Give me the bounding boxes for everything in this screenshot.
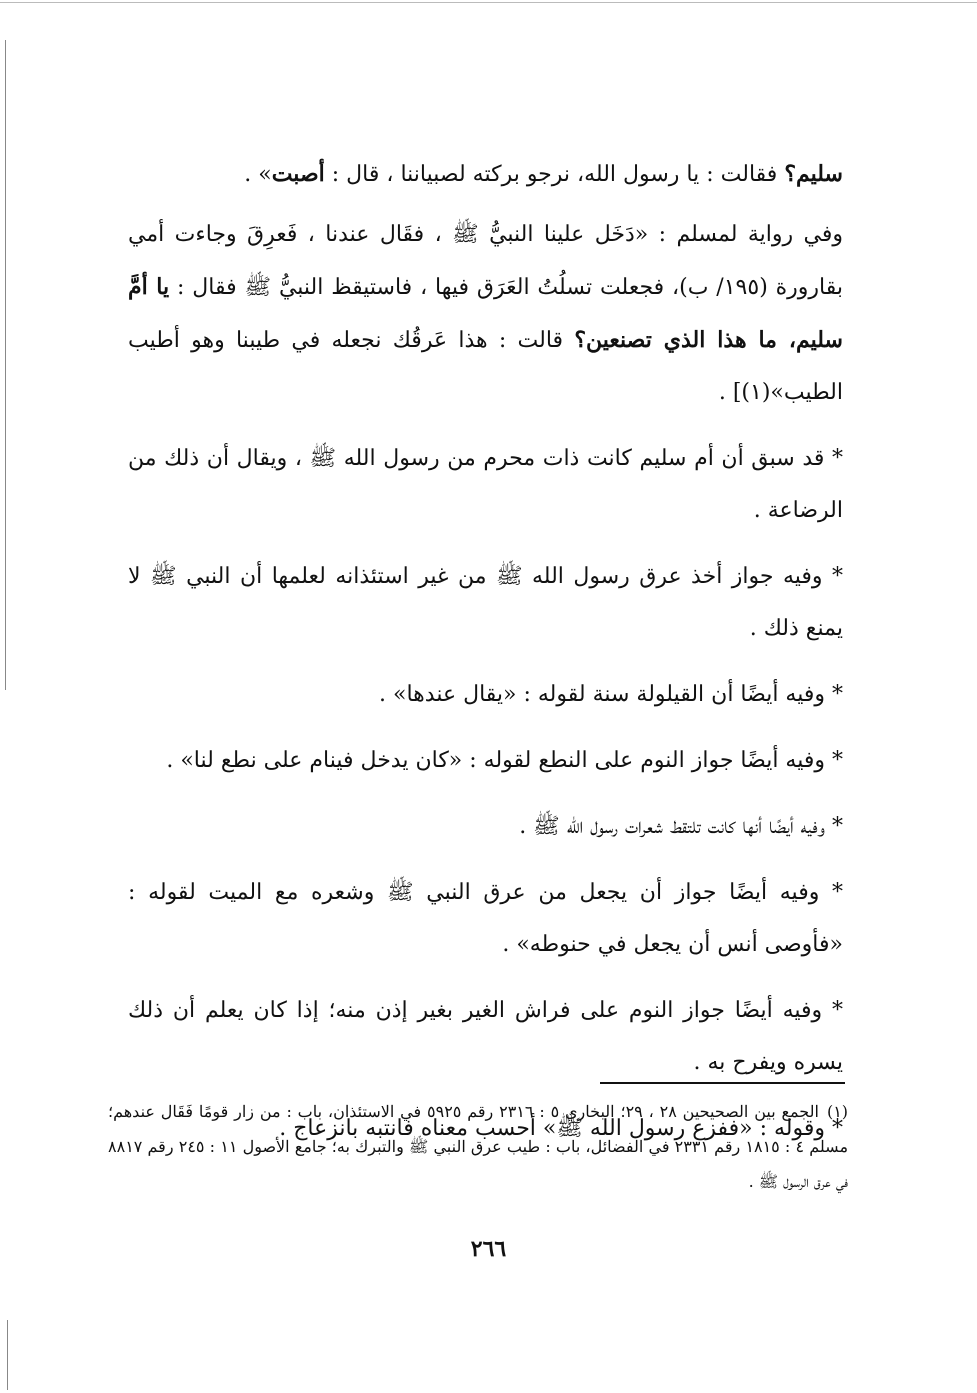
paragraph-1-bold-start: سليم؟	[784, 161, 843, 187]
paragraph-9: * وفيه أيضًا جواز النوم على فراش الغير بغير إذن منه؛ إذا كان يعلم أن ذلك يسره ويفرح به .	[128, 998, 843, 1075]
paragraph-8: * وفيه أيضًا جواز أن يجعل من عرق النبي ﷺ وشعره مع الميت لقوله : «فأوصى أنس أن يجعل في حنوطه» .	[128, 880, 843, 957]
paragraph-1-bold-word: أصبت	[271, 161, 325, 187]
footnote-number: (١)	[826, 1102, 849, 1121]
paragraph-7: * وفيه أيضًا أنها كانت تلتقط شعرات رسول الله ﷺ .	[519, 814, 843, 839]
paragraph-6: * وفيه أيضًا جواز النوم على النطع لقوله : «كان يدخل فينام على نطع لنا» .	[166, 748, 843, 773]
scan-bottom-edge	[7, 1320, 8, 1390]
paragraph-1	[128, 148, 843, 201]
main-text	[128, 148, 843, 1169]
page-number: ٢٦٦	[470, 1236, 507, 1262]
paragraph-4: * وفيه جواز أخذ عرق رسول الله ﷺ من غير استئذانه لعلمها أن النبي ﷺ لا يمنع ذلك .	[128, 564, 843, 641]
scan-left-edge	[5, 40, 6, 690]
paragraph-2-bold-quote: يا أمَّ سليم، ما هذا الذي تصنعين؟	[128, 274, 843, 353]
paragraph-10: * وقوله : «ففزع رسول الله ﷺ» أحسب معناه فانتبه بانزعاج .	[279, 1116, 843, 1141]
paragraph-2-text: وفي رواية لمسلم : «دَخَل علينا النبيُّ ﷺ ، فقَال عندنا ، فَعرِقَ وجاءت أمي بقارورة (١٩٥/ ب)، فجعلت تسلُتُ العَرَق فيها ، فاستيقظ النبيُّ ﷺ فقال :	[128, 222, 844, 300]
footnote-separator	[600, 1082, 845, 1084]
paragraph-2	[128, 209, 843, 419]
paragraph-1-text: فقالت : يا رسول الله، نرجو بركته لصبياننا ، قال :	[324, 162, 785, 187]
footnotes	[108, 1094, 848, 1199]
paragraph-3: * قد سبق أن أم سليم كانت ذات محرم من رسول الله ﷺ ، ويقال أن ذلك من الرضاعة .	[128, 446, 843, 523]
paragraph-5: * وفيه أيضًا أن القيلولة سنة لقوله : «يقال عندها» .	[379, 682, 843, 707]
scan-top-edge	[0, 2, 977, 3]
paragraph-1-end: » .	[244, 162, 272, 187]
footnote-text: الجمع بين الصحيحين ٢٨ ، ٢٩؛ البخاري ٥ : ٢٣١٦ رقم ٥٩٢٥ في الاستئذان، باب : من زار قومًا فَقَال عندهم؛ مسلم ٤ : ١٨١٥ رقم ٢٣٣١ في الفضائل، باب : طيب عرق النبي ﷺ والتبرك به؛ جامع الأصول ١١ : ٢٤٥ رقم ٨٨١٧ في عرق الرسول ﷺ .	[108, 1102, 849, 1191]
footnote-1	[108, 1094, 848, 1199]
paragraph-2-end: قالت : هذا عَرقُك نجعله في طيبنا وهو أطيب الطيب»(١)] .	[128, 328, 843, 405]
